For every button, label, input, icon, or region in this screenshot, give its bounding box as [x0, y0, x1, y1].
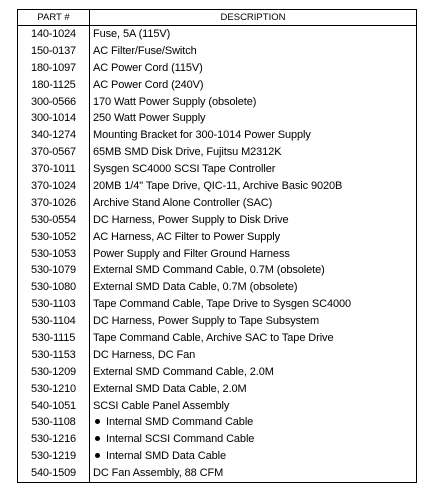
description-text: External SMD Data Cable, 2.0M — [93, 382, 247, 395]
description-cell — [90, 60, 416, 77]
description-text: External SMD Command Cable, 2.0M — [93, 365, 274, 378]
part-number-cell: 530-1216 — [18, 431, 90, 448]
table-row — [18, 414, 416, 431]
part-number-cell: 530-1053 — [18, 246, 90, 263]
part-number-cell: 530-1080 — [18, 279, 90, 296]
part-number-header: PART # — [18, 10, 90, 25]
table-row — [18, 144, 416, 161]
part-number-cell: 530-1052 — [18, 229, 90, 246]
description-cell — [90, 94, 416, 111]
description-text: 65MB SMD Disk Drive, Fujitsu M2312K — [93, 146, 282, 159]
part-number-cell: 540-1509 — [18, 465, 90, 482]
description-cell — [90, 246, 416, 263]
table-row — [18, 229, 416, 246]
table-row — [18, 398, 416, 415]
table-row — [18, 127, 416, 144]
description-header: DESCRIPTION — [220, 12, 286, 23]
part-number-cell: 530-1115 — [18, 330, 90, 347]
parts-table — [17, 9, 417, 483]
table-row — [18, 330, 416, 347]
part-number-cell: 340-1274 — [18, 127, 90, 144]
table-row — [18, 364, 416, 381]
bullet-icon — [95, 453, 100, 458]
table-row — [18, 195, 416, 212]
table-row — [18, 60, 416, 77]
description-text: External SMD Data Cable, 0.7M (obsolete) — [93, 281, 298, 294]
description-text: Tape Command Cable, Archive SAC to Tape Drive — [93, 332, 334, 345]
description-text: 20MB 1/4" Tape Drive, QIC-11, Archive Basic 9020B — [93, 180, 343, 193]
description-text: Power Supply and Filter Ground Harness — [93, 247, 290, 260]
bullet-icon — [95, 419, 100, 424]
part-number-cell: 300-1014 — [18, 110, 90, 127]
table-row — [18, 465, 416, 482]
description-cell — [90, 127, 416, 144]
description-cell — [90, 262, 416, 279]
description-text: DC Harness, DC Fan — [93, 348, 196, 361]
part-number-cell: 140-1024 — [18, 26, 90, 43]
description-text: Mounting Bracket for 300-1014 Power Supply — [93, 129, 311, 142]
description-text: AC Power Cord (115V) — [93, 61, 203, 74]
table-header — [18, 10, 416, 26]
description-text: Internal SMD Command Cable — [106, 416, 254, 429]
description-text: DC Harness, Power Supply to Tape Subsystem — [93, 315, 320, 328]
table-row — [18, 43, 416, 60]
part-number-cell: 370-1026 — [18, 195, 90, 212]
description-cell — [90, 414, 416, 431]
part-number-cell: 530-1108 — [18, 414, 90, 431]
description-text: DC Fan Assembly, 88 CFM — [93, 467, 224, 480]
description-cell — [90, 381, 416, 398]
part-number-cell: 540-1051 — [18, 398, 90, 415]
description-cell — [90, 178, 416, 195]
description-text: AC Harness, AC Filter to Power Supply — [93, 230, 281, 243]
part-number-cell: 180-1125 — [18, 77, 90, 94]
description-text: Archive Stand Alone Controller (SAC) — [93, 196, 273, 209]
part-number-cell: 300-0566 — [18, 94, 90, 111]
part-number-cell: 530-1209 — [18, 364, 90, 381]
part-number-cell: 370-0567 — [18, 144, 90, 161]
description-cell — [90, 398, 416, 415]
table-row — [18, 26, 416, 43]
table-body — [18, 26, 416, 482]
description-cell — [90, 465, 416, 482]
part-number-cell: 150-0137 — [18, 43, 90, 60]
part-number-cell: 530-1104 — [18, 313, 90, 330]
description-text: Sysgen SC4000 SCSI Tape Controller — [93, 163, 276, 176]
description-text: Internal SCSI Command Cable — [106, 433, 255, 446]
description-text: SCSI Cable Panel Assembly — [93, 399, 230, 412]
description-text: 170 Watt Power Supply (obsolete) — [93, 95, 257, 108]
description-text: External SMD Command Cable, 0.7M (obsolete) — [93, 264, 325, 277]
description-cell — [90, 296, 416, 313]
table-row — [18, 110, 416, 127]
table-row — [18, 296, 416, 313]
table-row — [18, 246, 416, 263]
part-number-cell: 530-1079 — [18, 262, 90, 279]
description-cell — [90, 77, 416, 94]
table-row — [18, 161, 416, 178]
part-number-cell: 530-1210 — [18, 381, 90, 398]
part-number-cell: 180-1097 — [18, 60, 90, 77]
table-row — [18, 448, 416, 465]
description-text: Tape Command Cable, Tape Drive to Sysgen SC4000 — [93, 298, 352, 311]
description-cell — [90, 110, 416, 127]
part-number-cell: 370-1011 — [18, 161, 90, 178]
description-cell — [90, 330, 416, 347]
part-number-cell: 530-0554 — [18, 212, 90, 229]
part-number-cell: 370-1024 — [18, 178, 90, 195]
table-row — [18, 262, 416, 279]
description-text: 250 Watt Power Supply — [93, 112, 206, 125]
part-number-cell: 530-1219 — [18, 448, 90, 465]
table-row — [18, 313, 416, 330]
description-text: Fuse, 5A (115V) — [93, 28, 171, 40]
description-cell — [90, 43, 416, 60]
description-cell — [90, 212, 416, 229]
table-row — [18, 431, 416, 448]
description-cell — [90, 347, 416, 364]
description-cell — [90, 279, 416, 296]
description-cell — [90, 229, 416, 246]
description-text: AC Filter/Fuse/Switch — [93, 44, 197, 57]
description-cell — [90, 431, 416, 448]
description-cell — [90, 26, 416, 43]
description-text: AC Power Cord (240V) — [93, 78, 204, 91]
description-cell — [90, 448, 416, 465]
part-number-cell: 530-1103 — [18, 296, 90, 313]
description-cell — [90, 364, 416, 381]
table-row — [18, 212, 416, 229]
table-row — [18, 381, 416, 398]
part-number-cell: 530-1153 — [18, 347, 90, 364]
table-row — [18, 279, 416, 296]
description-text: DC Harness, Power Supply to Disk Drive — [93, 213, 289, 226]
description-cell — [90, 144, 416, 161]
bullet-icon — [95, 436, 100, 441]
table-row — [18, 94, 416, 111]
table-row — [18, 178, 416, 195]
description-text: Internal SMD Data Cable — [106, 450, 226, 463]
table-row — [18, 77, 416, 94]
description-cell — [90, 195, 416, 212]
table-row — [18, 347, 416, 364]
description-cell — [90, 313, 416, 330]
description-cell — [90, 161, 416, 178]
